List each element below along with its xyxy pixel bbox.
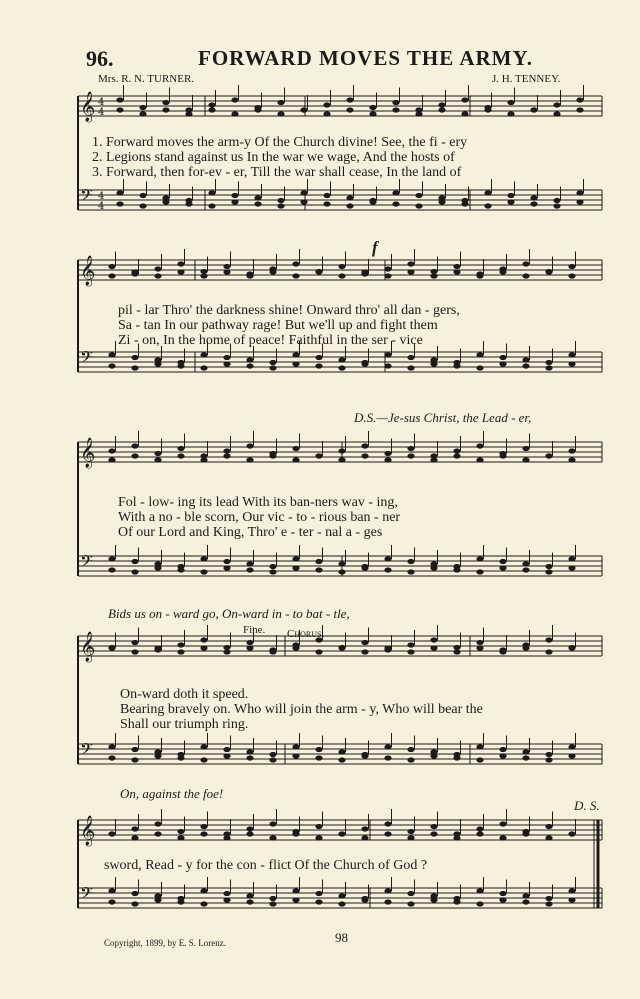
system4-verse1: On-ward doth it speed. (120, 687, 249, 702)
svg-text:𝄢: 𝄢 (80, 185, 93, 209)
author-credit: Mrs. R. N. TURNER. (98, 73, 195, 85)
system4-verse2: Bearing bravely on. Who will join the arm - y, Who will bear the (120, 702, 483, 717)
system2-verse2: Sa - tan In our pathway rage! But we'll up and fight them (118, 318, 438, 333)
system3-verse1: Fol - low- ing its lead With its ban-ners wav - ing, (118, 495, 398, 510)
ds-end-mark: D. S. (574, 798, 600, 813)
svg-text:4: 4 (98, 97, 105, 108)
svg-text:𝄞: 𝄞 (80, 438, 96, 468)
dynamic-forte: f (372, 238, 378, 257)
svg-text:𝄞: 𝄞 (80, 632, 96, 662)
svg-text:𝄢: 𝄢 (80, 551, 93, 575)
composer-credit: J. H. TENNEY. (492, 73, 561, 85)
system3-verse3: Of our Lord and King, Thro' e - ter - nal a - ges (118, 525, 383, 540)
svg-text:4: 4 (98, 191, 105, 202)
svg-text:𝄞: 𝄞 (80, 816, 96, 846)
svg-text:4: 4 (98, 107, 105, 118)
hymn-title: FORWARD MOVES THE ARMY. (198, 46, 533, 70)
hymn-number: 96. (86, 46, 114, 71)
svg-text:𝄢: 𝄢 (80, 883, 93, 907)
system3-verse2: With a no - ble scorn, Our vic - to - rious ban - ner (118, 510, 401, 525)
system1-verse1: 1. Forward moves the arm-y Of the Church divine! See, the fi - ery (92, 135, 468, 150)
copyright-notice: Copyright, 1899, by E. S. Lorenz. (104, 938, 226, 948)
system2-verse3: Zi - on, In the home of peace! Faithful in the ser - vice (118, 333, 423, 348)
page-number: 98 (335, 930, 348, 945)
system5-verse1: sword, Read - y for the con - flict Of the Church of God ? (104, 858, 428, 873)
system4-bass-words: On, against the foe! (120, 786, 224, 801)
svg-text:𝄢: 𝄢 (80, 347, 93, 371)
fine-mark: Fine. (243, 624, 266, 636)
svg-text:𝄞: 𝄞 (80, 92, 96, 122)
svg-text:4: 4 (98, 201, 105, 212)
svg-text:𝄞: 𝄞 (80, 256, 96, 286)
svg-text:𝄢: 𝄢 (80, 739, 93, 763)
chorus-mark: Chorus. (287, 628, 325, 640)
system1-verse2: 2. Legions stand against us In the war we wage, And the hosts of (92, 150, 455, 165)
system2-verse1: pil - lar Thro' the darkness shine! Onward thro' all dan - gers, (118, 303, 460, 318)
system4-verse3: Shall our triumph ring. (120, 717, 249, 732)
system3-bass-words: Bids us on - ward go, On-ward in - to bat - tle, (108, 606, 350, 621)
system1-verse3: 3. Forward, then for-ev - er, Till the war shall cease, In the land of (92, 165, 462, 180)
ds-line: D.S.—Je-sus Christ, the Lead - er, (354, 410, 532, 425)
